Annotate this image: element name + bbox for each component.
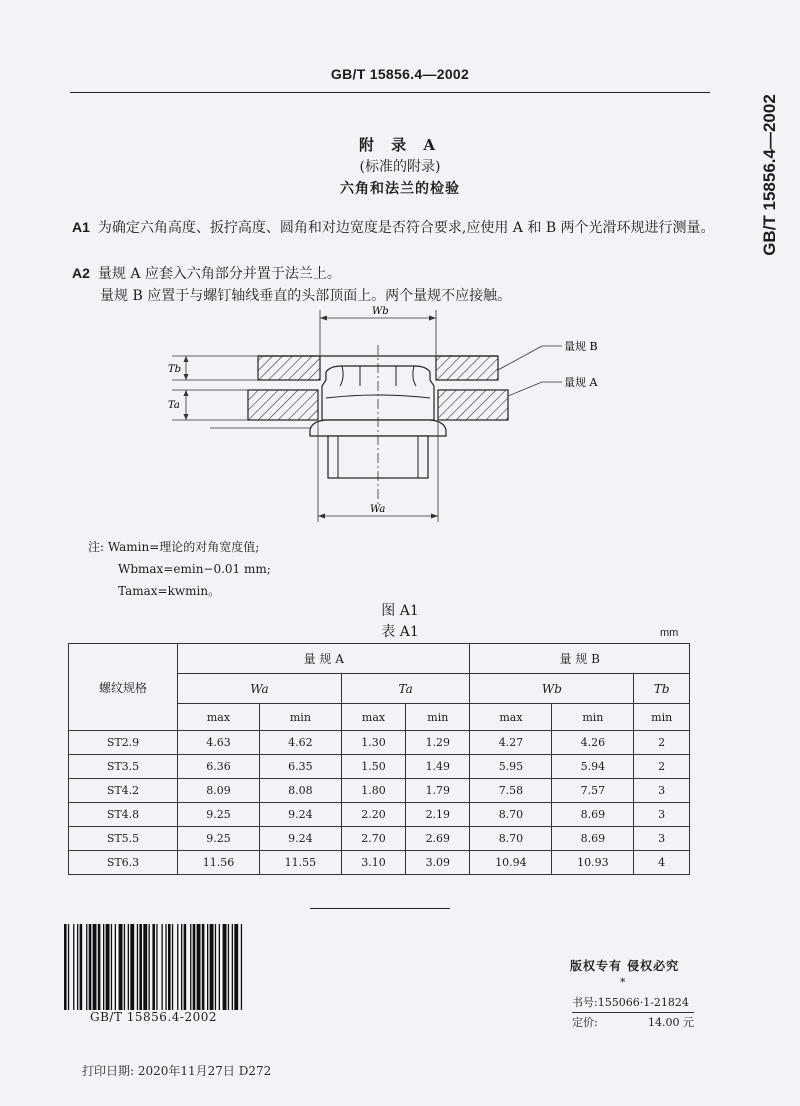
cell-wa-min: 4.62: [259, 731, 341, 755]
header-wa: Wa: [178, 674, 342, 704]
cell-thread: ST5.5: [69, 827, 178, 851]
cell-ta-min: 2.19: [406, 803, 470, 827]
cell-wa-max: 9.25: [178, 803, 260, 827]
barcode-bar: [115, 924, 116, 1010]
dimension-tb-label: Tb: [168, 364, 182, 375]
table-unit: mm: [660, 627, 679, 639]
barcode-text: GB/T 15856.4-2002: [90, 1010, 217, 1024]
appendix-subtitle: (标准的附录): [359, 159, 441, 175]
cell-tb-min: 2: [634, 731, 690, 755]
barcode-bar: [98, 924, 101, 1010]
barcode-bar: [197, 924, 201, 1010]
header-ta-max: max: [341, 704, 405, 731]
appendix-title: 附 录 A: [358, 136, 442, 154]
barcode-bar: [93, 924, 97, 1010]
header-standard-code: GB/T 15856.4—2002: [330, 66, 470, 82]
cell-thread: ST2.9: [69, 731, 178, 755]
cell-wb-max: 4.27: [470, 731, 552, 755]
barcode-bar: [77, 924, 78, 1010]
price-line: [572, 1014, 694, 1030]
barcode-bar: [162, 924, 163, 1010]
barcode-bar: [103, 924, 104, 1010]
barcode-bar: [241, 924, 242, 1010]
cell-ta-max: 3.10: [341, 851, 405, 875]
barcode-bar: [190, 924, 191, 1010]
barcode-bar: [149, 924, 150, 1010]
table-row: [69, 803, 690, 827]
paragraph-a2-text: 量规 A 应套入六角部分并置于法兰上。: [97, 266, 341, 282]
header-gauge-b: 量 规 B: [470, 644, 690, 674]
barcode-bar: [130, 924, 134, 1010]
barcode-bar: [73, 924, 74, 1010]
cell-wb-max: 7.58: [470, 779, 552, 803]
barcode-bar: [137, 924, 138, 1010]
note-line-1: 注: Wamin=理论的对角宽度值;: [88, 540, 260, 554]
copyright-notice: 版权专有 侵权必究: [570, 959, 680, 973]
barcode-bar: [106, 924, 110, 1010]
barcode-bar: [234, 924, 238, 1010]
header-wb-min: min: [552, 704, 634, 731]
barcode-bar: [143, 924, 147, 1010]
header-wa-min: min: [259, 704, 341, 731]
figure-a1-drawing: [150, 300, 620, 530]
cell-wb-max: 10.94: [470, 851, 552, 875]
barcode-bar: [219, 924, 220, 1010]
barcode-bar: [181, 924, 182, 1010]
cell-wb-min: 5.94: [552, 755, 634, 779]
cell-wa-max: 4.63: [178, 731, 260, 755]
table-a1: [68, 643, 690, 875]
gauge-a-left: [248, 390, 318, 420]
cell-wb-max: 8.70: [470, 803, 552, 827]
barcode-image: [62, 924, 244, 1012]
cell-tb-min: 3: [634, 779, 690, 803]
header-gauge-a: 量 规 A: [178, 644, 470, 674]
barcode-bar: [89, 924, 92, 1010]
cell-wb-min: 7.57: [552, 779, 634, 803]
price-value: 14.00 元: [648, 1016, 694, 1029]
header-ta-min: min: [406, 704, 470, 731]
cell-wb-min: 8.69: [552, 827, 634, 851]
cell-wb-min: 10.93: [552, 851, 634, 875]
cell-ta-min: 1.29: [406, 731, 470, 755]
screw-hex-head: [322, 366, 434, 420]
star-mark: *: [620, 976, 626, 989]
header-rule: [70, 92, 710, 93]
cell-tb-min: 3: [634, 803, 690, 827]
cell-wa-min: 6.35: [259, 755, 341, 779]
header-wb: Wb: [470, 674, 634, 704]
header-tb: Tb: [634, 674, 690, 704]
appendix-heading: 六角和法兰的检验: [340, 181, 460, 197]
barcode-bar: [152, 924, 155, 1010]
cell-wb-max: 5.95: [470, 755, 552, 779]
barcode-bar: [139, 924, 142, 1010]
cell-ta-min: 1.49: [406, 755, 470, 779]
barcode-bar: [232, 924, 233, 1010]
table-row: [69, 731, 690, 755]
cell-wb-min: 4.26: [552, 731, 634, 755]
gauge-b-label: 量规 B: [564, 340, 598, 353]
table-caption: 表 A1: [381, 624, 419, 640]
cell-tb-min: 2: [634, 755, 690, 779]
barcode-bar: [119, 924, 123, 1010]
figure-caption: 图 A1: [381, 603, 419, 619]
barcode-bar: [177, 924, 178, 1010]
header-ta: Ta: [341, 674, 470, 704]
paragraph-a2: [72, 262, 722, 285]
note-line-3: Tamax=kwmin。: [118, 584, 221, 598]
cell-thread: ST6.3: [69, 851, 178, 875]
paragraph-a2-label: A2: [72, 265, 90, 281]
gauge-b-right: [436, 356, 498, 380]
barcode-bar: [124, 924, 125, 1010]
cell-wa-max: 6.36: [178, 755, 260, 779]
side-standard-code-text: GB/T 15856.4—2002: [760, 94, 779, 256]
header-tb-min: min: [634, 704, 690, 731]
price-label: 定价:: [572, 1016, 598, 1029]
cell-ta-min: 1.79: [406, 779, 470, 803]
barcode-bar: [193, 924, 196, 1010]
paragraph-a1-label: A1: [72, 219, 90, 235]
barcode-bar: [210, 924, 214, 1010]
table-row: [69, 779, 690, 803]
barcode-bar: [111, 924, 112, 1010]
dimension-wa-label: Wa: [370, 504, 386, 515]
paragraph-a1-text: 为确定六角高度、扳拧高度、圆角和对边宽度是否符合要求,应使用 A 和 B 两个光滑环规进行测量。: [97, 220, 715, 236]
cell-wb-max: 8.70: [470, 827, 552, 851]
barcode-bar: [156, 924, 157, 1010]
cell-ta-max: 2.20: [341, 803, 405, 827]
figure-notes: [88, 536, 271, 602]
gauge-a-right: [438, 390, 508, 420]
cell-thread: ST3.5: [69, 755, 178, 779]
note-line-2: Wbmax=emin−0.01 mm;: [118, 562, 271, 576]
barcode-bar: [207, 924, 208, 1010]
cell-wa-max: 9.25: [178, 827, 260, 851]
cell-ta-max: 1.30: [341, 731, 405, 755]
table-row: [69, 851, 690, 875]
cell-thread: ST4.8: [69, 803, 178, 827]
header-thread-size: 螺纹规格: [69, 644, 178, 731]
barcode-bar: [168, 924, 171, 1010]
dimension-ta-label: Ta: [168, 400, 180, 411]
barcode-bar: [215, 924, 216, 1010]
cell-ta-max: 1.80: [341, 779, 405, 803]
barcode-bar: [128, 924, 129, 1010]
paragraph-a2-continued: 量规 B 应置于与螺钉轴线垂直的头部顶面上。两个量规不应接触。: [100, 288, 512, 304]
barcode-bar: [165, 924, 166, 1010]
footer-rule: [310, 908, 450, 909]
cell-wa-min: 8.08: [259, 779, 341, 803]
header-wa-max: max: [178, 704, 260, 731]
print-date: 打印日期: 2020年11月27日 D272: [82, 1064, 272, 1078]
barcode-bar: [184, 924, 187, 1010]
paragraph-a1: [72, 216, 722, 239]
table-row: [69, 755, 690, 779]
cell-tb-min: 3: [634, 827, 690, 851]
dimension-wb-label: Wb: [372, 306, 389, 317]
barcode-bar: [228, 924, 229, 1010]
cell-tb-min: 4: [634, 851, 690, 875]
gauge-a-label: 量规 A: [564, 376, 598, 389]
barcode-bar: [172, 924, 173, 1010]
cell-ta-min: 2.69: [406, 827, 470, 851]
cell-ta-max: 2.70: [341, 827, 405, 851]
cell-wa-max: 8.09: [178, 779, 260, 803]
table-row: [69, 827, 690, 851]
barcode-bar: [86, 924, 87, 1010]
gauge-b-left: [258, 356, 320, 380]
cell-wa-min: 11.55: [259, 851, 341, 875]
header-wb-max: max: [470, 704, 552, 731]
book-number: 书号:155066·1-21824: [572, 994, 694, 1013]
cell-ta-min: 3.09: [406, 851, 470, 875]
table-body: [69, 731, 690, 875]
barcode-bar: [202, 924, 205, 1010]
cell-wa-min: 9.24: [259, 803, 341, 827]
cell-wa-max: 11.56: [178, 851, 260, 875]
barcode-bar: [64, 924, 67, 1010]
cell-wb-min: 8.69: [552, 803, 634, 827]
barcode-bar: [68, 924, 69, 1010]
barcode-bar: [223, 924, 227, 1010]
cell-wa-min: 9.24: [259, 827, 341, 851]
cell-thread: ST4.2: [69, 779, 178, 803]
cell-ta-max: 1.50: [341, 755, 405, 779]
barcode-bar: [80, 924, 83, 1010]
